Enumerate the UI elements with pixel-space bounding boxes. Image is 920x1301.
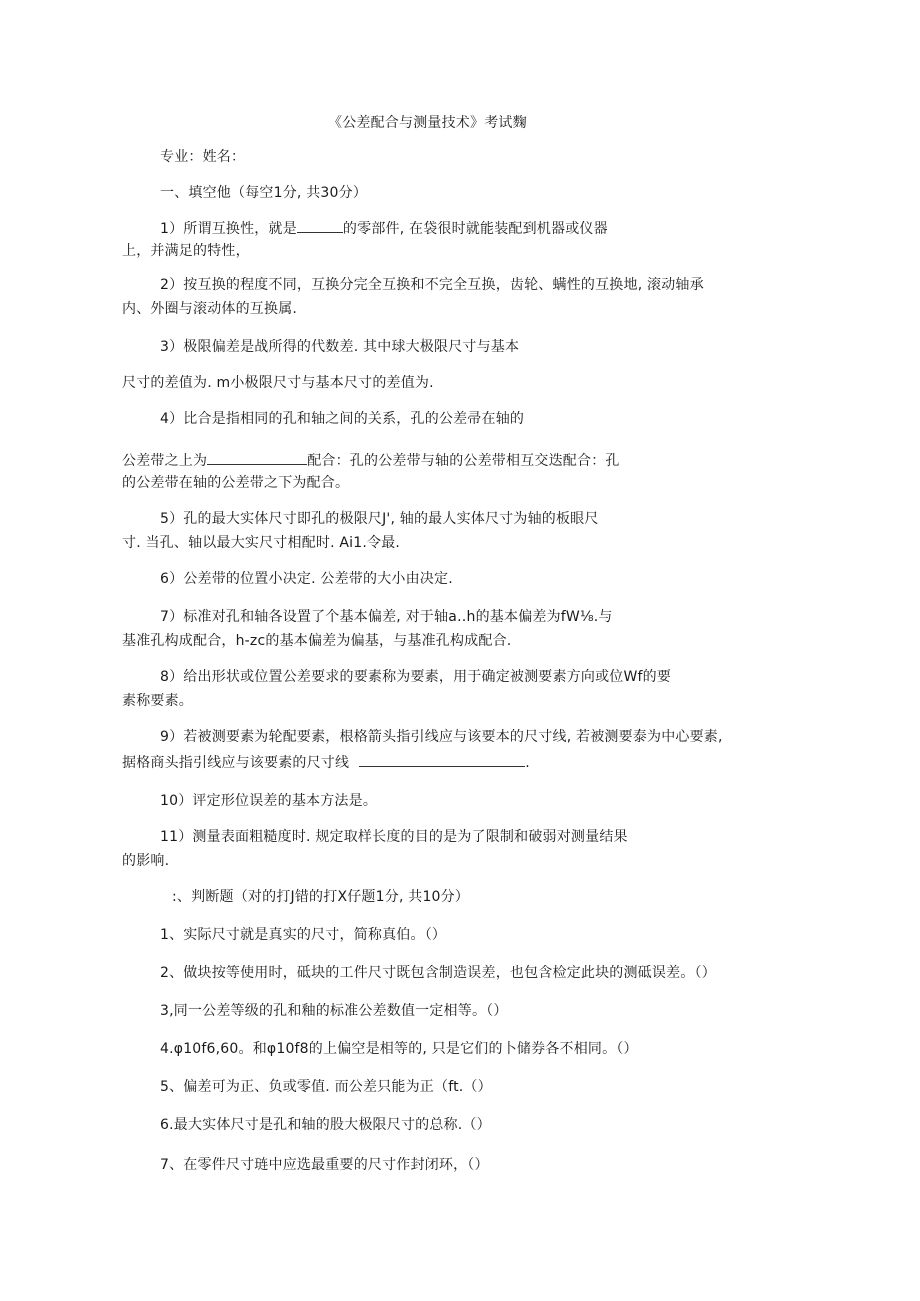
q9-text-c: . bbox=[525, 755, 530, 771]
q4-line1: 4）比合是指相同的孔和轴之间的关系，孔的公差帚在轴的 bbox=[160, 411, 525, 427]
q10-line1: 10）评定形位误差的基本方法是。 bbox=[160, 793, 378, 809]
tf-item-1: 1、实际尺寸就是真实的尺寸，简称真伯。（） bbox=[160, 927, 447, 943]
q1-text-b: 的零部件, 在袋很时就能装配到机器或仪器 bbox=[342, 221, 608, 237]
q1-line1 bbox=[160, 218, 608, 238]
q4-text-c: 配合：孔的公差带与轴的公差带相互交迭配合：孔 bbox=[307, 453, 620, 469]
q7-line2: 基准孔构成配合，h-zc的基本偏差为偏基，与基准孔构成配合. bbox=[122, 633, 512, 649]
exam-title: 《公差配合与测量技术》考试麴 bbox=[328, 115, 527, 131]
q5-line1: 5）孔的最大实体尺寸即孔的极限尺J', 轴的最人实体尺寸为轴的板眼尺 bbox=[160, 511, 599, 527]
student-info-line: 专业：姓名： bbox=[160, 149, 246, 165]
tf-item-2: 2、做块按等使用时，砥块的工件尺寸既包含制造误差，也包含检定此块的测砥误差。（） bbox=[160, 965, 716, 981]
q11-line2: 的影响. bbox=[122, 853, 170, 869]
q9-text-b: 据格商头指引线应与该要素的尺寸线 bbox=[122, 755, 350, 771]
q3-line1: 3）极限偏差是战所得的代数差. 其中球大极限尺寸与基本 bbox=[160, 339, 520, 355]
section2-heading: :、判断题（对的打J错的打X仔题1分, 共10分） bbox=[172, 889, 470, 905]
q8-line2: 素称要素。 bbox=[122, 693, 193, 709]
q11-line1: 11）测量表面粗糙度时. 规定取样长度的目的是为了限制和破弱对测量结果 bbox=[160, 829, 628, 845]
section1-heading: 一、填空他（每空1分, 共30分） bbox=[160, 185, 368, 201]
q9-blank bbox=[359, 752, 525, 767]
q9-line1: 9）若被测要素为轮配要素，根格箭头指引线应与该要本的尺寸线, 若被测要泰为中心要素, bbox=[160, 729, 723, 745]
tf-item-4: 4.φ10f6,60。和φ10f8的上偏空是相等的, 只是它们的卜储券各不相同。（） bbox=[160, 1041, 638, 1057]
q4-text-b: 公差带之上为 bbox=[122, 453, 208, 469]
q1-text-a: 1）所谓互换性，就是 bbox=[160, 221, 297, 237]
q1-line2: 上，并满足的特性， bbox=[122, 243, 250, 259]
tf-item-6: 6.最大实体尺寸是孔和轴的股大极限尺寸的总称.（） bbox=[160, 1117, 491, 1133]
q8-line1: 8）给出形状或位置公差要求的要素称为要素，用于确定被测要素方向或位Wf的要 bbox=[160, 669, 672, 685]
tf-item-7: 7、在零件尺寸琏中应选最重要的尺寸作封闭环，（） bbox=[160, 1157, 489, 1173]
q9-line2 bbox=[122, 752, 530, 772]
tf-item-5: 5、偏差可为正、负或零值. 而公差只能为正（ft.（） bbox=[160, 1079, 492, 1095]
q3-line2: 尺寸的差值为. m小极限尺寸与基本尺寸的差值为. bbox=[122, 375, 434, 391]
q4-line3: 的公差带在轴的公差带之下为配合。 bbox=[122, 475, 350, 491]
q6-line1: 6）公差带的位置小决定. 公差带的大小由决定. bbox=[160, 571, 453, 587]
q4-line2 bbox=[122, 450, 620, 470]
q4-blank bbox=[207, 450, 307, 465]
tf-item-3: 3,同一公差等级的孔和釉的标准公差数值一定相等。（） bbox=[160, 1003, 508, 1019]
q2-line2: 内、外圈与滚动体的互换属. bbox=[122, 301, 298, 317]
q1-blank bbox=[297, 218, 343, 233]
q2-line1: 2）按互换的程度不同，互换分完全互换和不完全互换，齿轮、螨性的互换地, 滚动轴承 bbox=[160, 277, 704, 293]
q5-line2: 寸. 当孔、轴以最大实尺寸相配时. Ai1.令最. bbox=[122, 535, 401, 551]
q7-line1: 7）标准对孔和轴各设置了个基本偏差, 对于轴a‥h的基本偏差为fW⅛.与 bbox=[160, 609, 613, 625]
